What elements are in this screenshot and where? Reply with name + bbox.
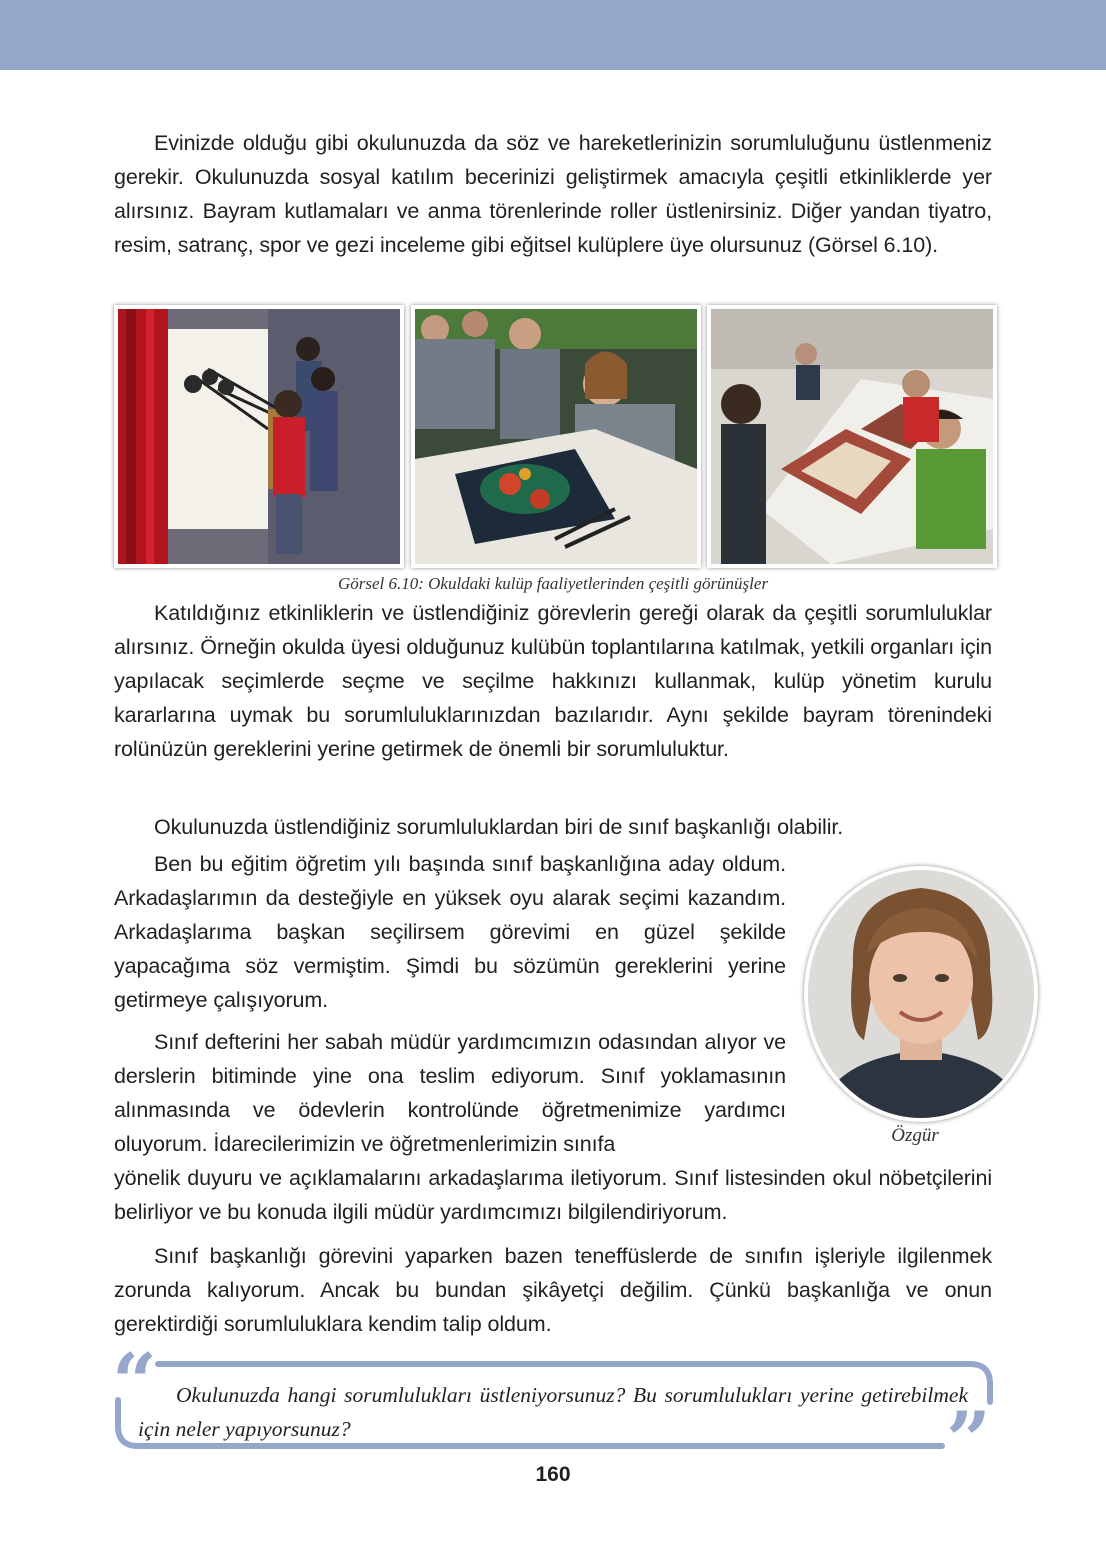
paragraph-ozgur-duties-part1: Sınıf defterini her sabah müdür yardımcımızın odasından alıyor ve derslerin bitiminde yine ona teslim ediyorum. Sınıf yoklamasının alınmasında ve ödevlerin kontrolünde öğretmenimize yardımcı oluyorum. İdarecilerimizin ve öğretmenlerimizin sınıfa <box>114 1030 786 1156</box>
paragraph-class-president: Okulunuzda üstlendiğiniz sorumluluklardan biri de sınıf başkanlığı olabilir. <box>154 815 844 839</box>
paragraph-ozgur-candidacy: Ben bu eğitim öğretim yılı başında sınıf başkanlığına aday oldum. Arkadaşlarımın da desteğiyle en yüksek oyu alarak seçimi kazandım. Arkadaşlarıma başkan seçilirsem görevimi en güzel şekilde yapacağıma söz vermiştim. Şimdi bu sözümün gereklerini yerine getirmeye çalışıyorum. <box>114 852 786 1012</box>
photo-shadow-theatre <box>114 305 404 568</box>
figure-caption: Görsel 6.10: Okuldaki kulüp faaliyetlerinden çeşitli görünüşler <box>337 574 769 593</box>
paragraph-ozgur-duties-part2: yönelik duyuru ve açıklamalarını arkadaşlarıma iletiyorum. Sınıf listesinden okul nöbetçilerini belirliyor ve bu konuda ilgili müdür yardımcımızı bilgilendiriyorum. <box>114 1166 992 1224</box>
marbling-art-image <box>415 309 697 564</box>
reflection-question-text: Okulunuzda hangi sorumlulukları üstleniyorsunuz? Bu sorumlulukları yerine getirebilmek için neler yapıyorsunuz? <box>138 1383 968 1441</box>
portrait-ozgur <box>804 866 1038 1122</box>
portrait-name: Özgür <box>891 1125 939 1146</box>
paragraph-intro: Evinizde olduğu gibi okulunuzda da söz ve hareketlerinizin sorumluluğunu üstlenmeniz gerekir. Okulunuzda sosyal katılım becerinizi geliştirmek amacıyla çeşitli etkinliklerde yer alırsınız. Bayram kutlamaları ve anma törenlerinde roller üstlenirsiniz. Diğer yandan tiyatro, resim, satranç, spor ve gezi inceleme gibi eğitsel kulüplere üye olursunuz (Görsel 6.10). <box>114 131 992 257</box>
paragraph-responsibilities: Katıldığınız etkinliklerin ve üstlendiğiniz görevlerin gereği olarak da çeşitli sorumluluklar alırsınız. Örneğin okulda üyesi olduğunuz kulübün toplantılarına katılmak, yetkili organları için yapılacak seçimlerde seçme ve seçilme hakkınızı kullanmak, kulüp yönetim kurulu kararlarına uymak bu sorumluluklarınızdan bazılarıdır. Aynı şekilde bayram törenindeki rolünüzün gereklerini yerine getirmek de önemli bir sorumluluktur. <box>114 601 992 761</box>
open-quote-icon: “ <box>112 1337 157 1428</box>
shadow-theatre-image <box>118 309 400 564</box>
paragraph-recess-duties: Sınıf başkanlığı görevini yaparken bazen teneffüslerde de sınıfın işleriyle ilgilenmek zorunda kalıyorum. Ancak bu bundan şikâyetçi değilim. Çünkü başkanlığa ve onun gerektirdiği sorumluluklara kendim talip oldum. <box>114 1244 992 1336</box>
chess-club-image <box>711 309 993 564</box>
header-band <box>0 0 1106 70</box>
photo-marbling-art <box>411 305 701 568</box>
boy-portrait-image <box>808 870 1034 1118</box>
photo-chess-club <box>707 305 997 568</box>
close-quote-icon: ” <box>946 1395 991 1486</box>
page-number: 160 <box>535 1463 571 1486</box>
